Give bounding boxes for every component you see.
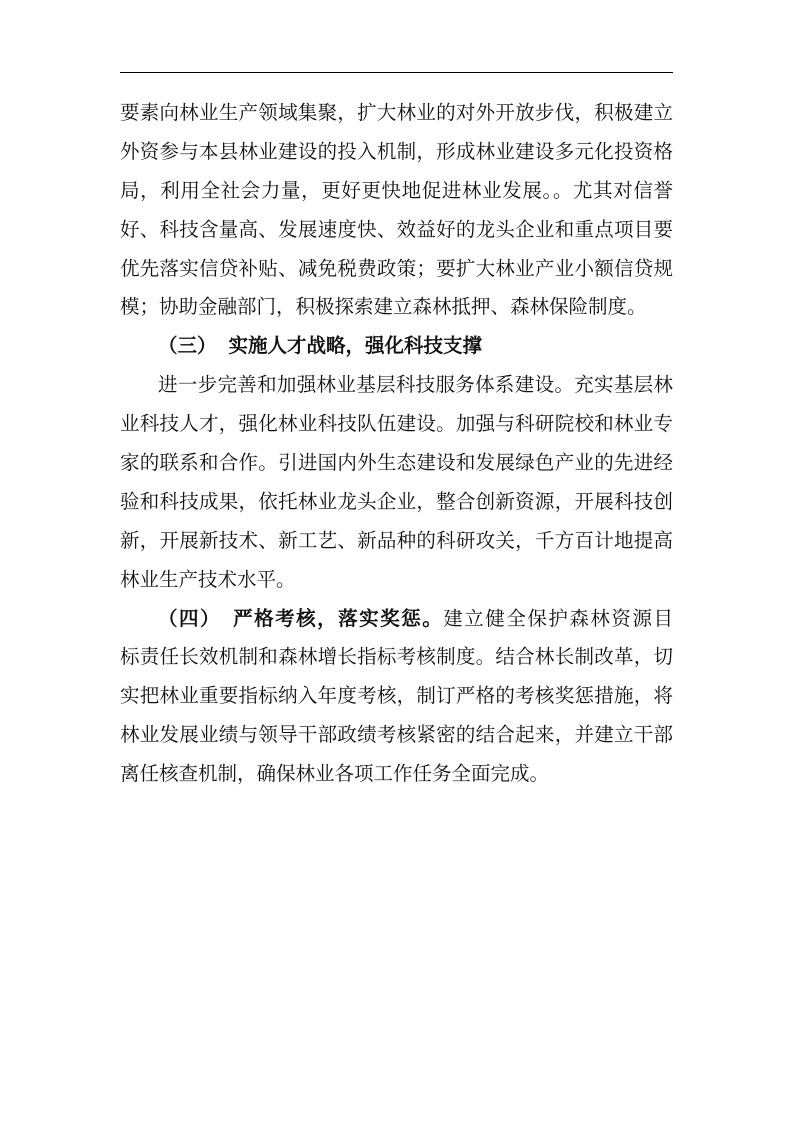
text-line: 优先落实信贷补贴、减免税费政策；要扩大林业产业小额信贷规 bbox=[120, 256, 673, 280]
section-4-number: （四） bbox=[158, 606, 222, 630]
text-line: 离任核查机制，确保林业各项工作任务全面完成。 bbox=[120, 762, 550, 786]
text-line: 外资参与本县林业建设的投入机制，形成林业建设多元化投资格 bbox=[120, 139, 673, 163]
text-line: 好、科技含量高、发展速度快、效益好的龙头企业和重点项目要 bbox=[120, 217, 673, 241]
text-line: 林业发展业绩与领导干部政绩考核紧密的结合起来，并建立干部 bbox=[120, 723, 673, 747]
text-line: 要素向林业生产领域集聚，扩大林业的对外开放步伐，积极建立 bbox=[120, 101, 673, 124]
text-line: 标责任长效机制和森林增长指标考核制度。结合林长制改革，切 bbox=[120, 645, 673, 669]
text-line: 实把林业重要指标纳入年度考核，制订严格的考核奖惩措施，将 bbox=[120, 684, 673, 708]
section-4-paragraph bbox=[120, 600, 673, 794]
text-line: 模；协助金融部门，积极探索建立森林抵押、森林保险制度。 bbox=[120, 295, 647, 319]
text-line: 新，开展新技术、新工艺、新品种的科研攻关，千方百计地提高 bbox=[120, 528, 673, 552]
text-line: 进一步完善和加强林业基层科技服务体系建设。充实基层林 bbox=[158, 373, 673, 397]
section-4-first-line bbox=[120, 600, 673, 639]
text-line: 业科技人才，强化林业科技队伍建设。加强与科研院校和林业专 bbox=[120, 412, 673, 436]
section-4-title: 严格考核，落实奖惩。 bbox=[233, 606, 444, 630]
paragraph-continued bbox=[120, 94, 673, 327]
section-3-title: 实施人才战略，强化科技支撑 bbox=[228, 334, 483, 358]
header-rule bbox=[120, 72, 673, 73]
section-3-number: （三） bbox=[158, 334, 217, 358]
section-3-heading bbox=[120, 327, 673, 366]
text-line: 家的联系和合作。引进国内外生态建设和发展绿色产业的先进经 bbox=[120, 451, 673, 475]
text-line: 林业生产技术水平。 bbox=[120, 567, 296, 591]
section-4-first-line-text: 建立健全保护森林资源目 bbox=[443, 606, 673, 630]
text-line: 局，利用全社会力量，更好更快地促进林业发展。。尤其对信誉 bbox=[120, 178, 673, 202]
section-3-paragraph bbox=[120, 366, 673, 599]
text-line: 验和科技成果，依托林业龙头企业，整合创新资源，开展科技创 bbox=[120, 489, 673, 513]
document-body bbox=[120, 94, 673, 794]
